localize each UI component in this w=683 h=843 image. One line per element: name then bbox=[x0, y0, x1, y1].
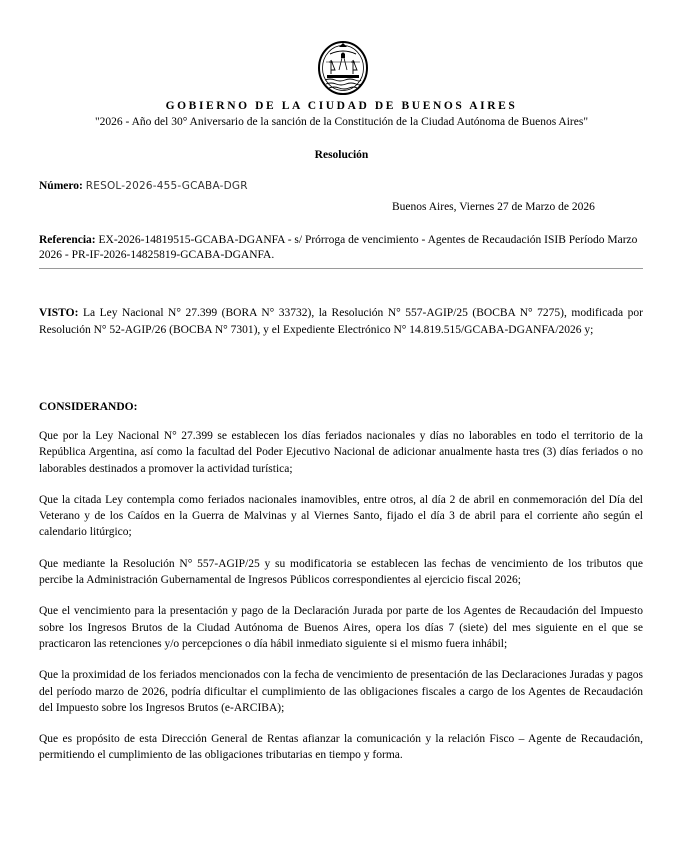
header-divider bbox=[39, 268, 643, 269]
document-number-value: RESOL-2026-455-GCABA-DGR bbox=[85, 180, 248, 192]
visto-label: VISTO: bbox=[39, 307, 79, 319]
considerando-paragraph: Que por la Ley Nacional N° 27.399 se establecen los días feriados nacionales y días no laborables en todo el territorio de la República Argentina, así como la facultad del Poder Ejecutivo Nacional de adicionar anualmente hasta tres (3) días feriados o no laborables destinados a promover la actividad turística; bbox=[39, 430, 643, 475]
year-motto: "2026 - Año del 30° Aniversario de la sanción de la Constitución de la Ciudad Autónoma de Buenos Aires" bbox=[94, 116, 589, 128]
document-number bbox=[39, 180, 248, 192]
considerando-paragraph: Que la proximidad de los feriados mencionados con la fecha de vencimiento de presentación de las Declaraciones Juradas y pagos del período marzo de 2026, podría dificultar el cumplimiento de las obligaciones fiscales a cargo de los Agentes de Recaudación del Impuesto sobre los Ingresos Brutos (e-ARCIBA); bbox=[39, 669, 643, 714]
considerando-heading: CONSIDERANDO: bbox=[39, 401, 138, 413]
reference-text: EX-2026-14819515-GCABA-DGANFA - s/ Prórroga de vencimiento - Agentes de Recaudación ISIB Período Marzo 2026 - PR-IF-2026-14825819-GCABA-DGANFA. bbox=[39, 234, 638, 261]
reference-label: Referencia: bbox=[39, 234, 96, 246]
reference-block bbox=[39, 233, 651, 263]
coat-of-arms-seal-icon bbox=[317, 40, 369, 96]
government-header: GOBIERNO DE LA CIUDAD DE BUENOS AIRES bbox=[165, 100, 518, 112]
visto-text: La Ley Nacional N° 27.399 (BORA N° 33732), la Resolución N° 557-AGIP/25 (BOCBA N° 7275), modificada por Resolución N° 52-AGIP/26 (BOCBA N° 7301), y el Expediente Electrónico N° 14.819.515/GCABA-DGANFA/2026 y; bbox=[39, 307, 643, 336]
considerando-paragraph: Que mediante la Resolución N° 557-AGIP/25 y su modificatoria se establecen las fechas de vencimiento de los tributos que percibe la Administración Gubernamental de Ingresos Públicos correspondientes al ejercicio fiscal 2026; bbox=[39, 557, 643, 587]
document-number-label: Número: bbox=[39, 180, 83, 192]
place-and-date: Buenos Aires, Viernes 27 de Marzo de 2026 bbox=[392, 201, 595, 213]
considerando-paragraph: Que la citada Ley contempla como feriados nacionales inamovibles, entre otros, al día 2 de abril en conmemoración del Día del Veterano y de los Caídos en la Guerra de Malvinas y al Viernes Santo, fijado el día 3 de abril para el corriente año según el calendario litúrgico; bbox=[39, 493, 643, 539]
document-type-title: Resolución bbox=[314, 149, 369, 161]
considerando-paragraphs bbox=[39, 428, 643, 779]
visto-section bbox=[39, 305, 643, 338]
considerando-paragraph: Que es propósito de esta Dirección General de Rentas afianzar la comunicación y la relación Fisco – Agente de Recaudación, permitiendo el cumplimiento de las obligaciones tributarias en tiempo y forma. bbox=[39, 733, 643, 762]
considerando-paragraph: Que el vencimiento para la presentación y pago de la Declaración Jurada por parte de los Agentes de Recaudación del Impuesto sobre los Ingresos Brutos de la Ciudad Autónoma de Buenos Aires, opera los días 7 (siete) del mes siguiente en el que se practicaron las retenciones y/o percepciones o día hábil inmediato siguiente si el mismo fuera inhábil; bbox=[39, 605, 643, 650]
